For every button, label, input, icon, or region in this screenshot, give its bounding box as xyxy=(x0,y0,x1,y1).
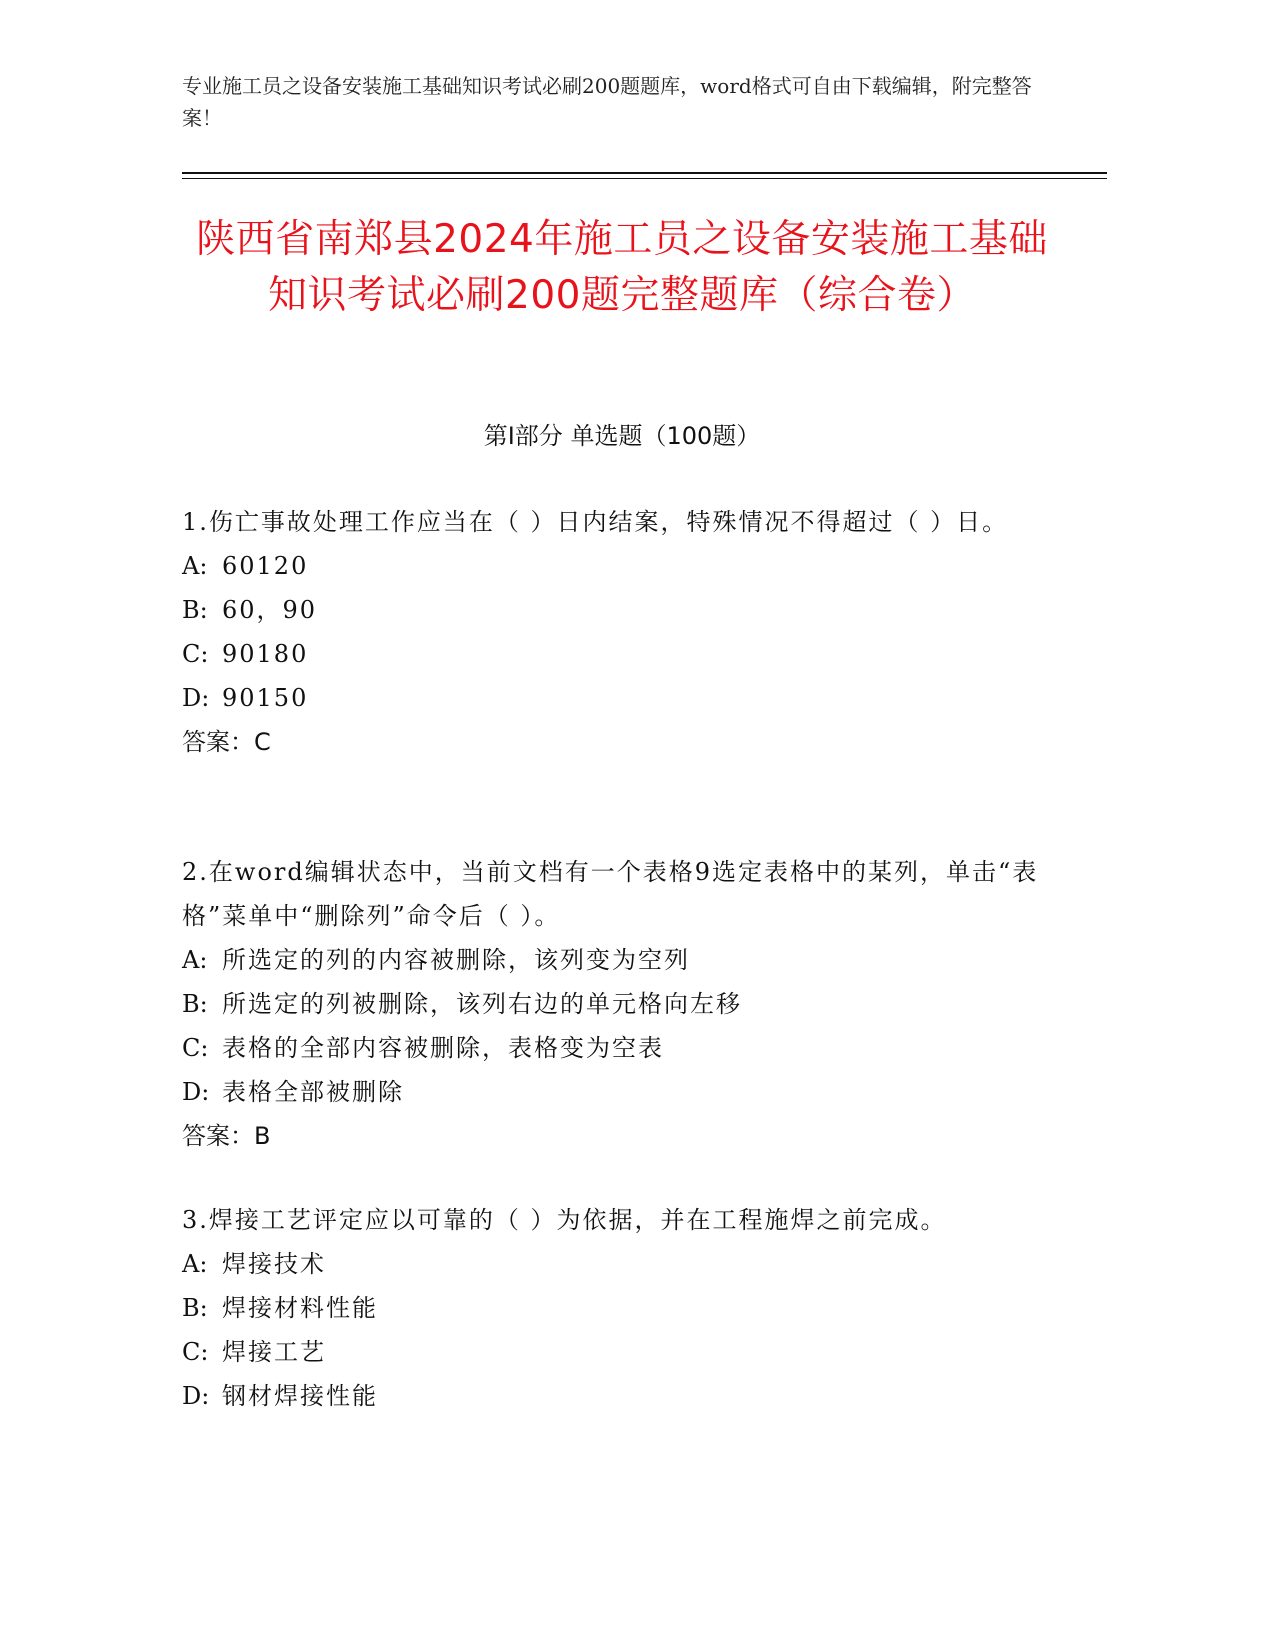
answer-line: 答案：C xyxy=(182,728,271,756)
option-text: 90150 xyxy=(222,684,309,712)
option-label: A: xyxy=(182,1250,208,1278)
question-stem: 3.焊接工艺评定应以可靠的（ ）为依据，并在工程施焊之前完成。 xyxy=(182,1206,947,1234)
option-label: D: xyxy=(182,1382,210,1410)
option-d xyxy=(182,1374,1042,1418)
option-label: B: xyxy=(182,596,208,624)
option-text: 所选定的列被删除，该列右边的单元格向左移 xyxy=(222,990,742,1018)
option-label: B: xyxy=(182,1294,208,1322)
option-text: 90180 xyxy=(222,640,309,668)
option-text: 焊接工艺 xyxy=(222,1338,326,1366)
option-label: C: xyxy=(182,640,209,668)
question-stem: 1.伤亡事故处理工作应当在（ ）日内结案，特殊情况不得超过（ ）日。 xyxy=(182,508,1009,536)
option-text: 焊接技术 xyxy=(222,1250,326,1278)
question-1 xyxy=(182,500,1042,764)
section-heading: 第Ⅰ部分 单选题（100题） xyxy=(483,422,761,450)
option-label: A: xyxy=(182,552,208,580)
option-label: B: xyxy=(182,990,208,1018)
question-stem: 2.在word编辑状态中，当前文档有一个表格9选定表格中的某列，单击“表格”菜单中“删除列”命令后（ ）。 xyxy=(182,858,1039,930)
option-b xyxy=(182,588,1042,632)
option-label: C: xyxy=(182,1338,209,1366)
option-d xyxy=(182,676,1042,720)
option-c xyxy=(182,632,1042,676)
option-a xyxy=(182,1242,1042,1286)
header-divider-thin xyxy=(182,178,1107,179)
answer-line: 答案：B xyxy=(182,1122,271,1150)
question-2 xyxy=(182,850,1042,1158)
option-label: A: xyxy=(182,946,208,974)
option-b xyxy=(182,1286,1042,1330)
header-note: 专业施工员之设备安装施工基础知识考试必刷200题题库，word格式可自由下载编辑，附完整答案！ xyxy=(182,74,1032,130)
option-a xyxy=(182,938,1042,982)
option-d xyxy=(182,1070,1042,1114)
option-text: 60120 xyxy=(222,552,309,580)
option-text: 钢材焊接性能 xyxy=(222,1382,378,1410)
document-title: 陕西省南郑县2024年施工员之设备安装施工基础知识考试必刷200题完整题库（综合卷） xyxy=(196,217,1048,318)
question-3 xyxy=(182,1198,1042,1418)
option-a xyxy=(182,544,1042,588)
option-label: D: xyxy=(182,684,210,712)
option-text: 60，90 xyxy=(222,596,318,624)
option-label: C: xyxy=(182,1034,209,1062)
option-c xyxy=(182,1026,1042,1070)
option-text: 表格全部被删除 xyxy=(222,1078,404,1106)
option-label: D: xyxy=(182,1078,210,1106)
option-text: 所选定的列的内容被删除，该列变为空列 xyxy=(222,946,690,974)
option-text: 表格的全部内容被删除，表格变为空表 xyxy=(222,1034,664,1062)
option-b xyxy=(182,982,1042,1026)
option-text: 焊接材料性能 xyxy=(222,1294,378,1322)
header-divider xyxy=(182,172,1107,174)
option-c xyxy=(182,1330,1042,1374)
